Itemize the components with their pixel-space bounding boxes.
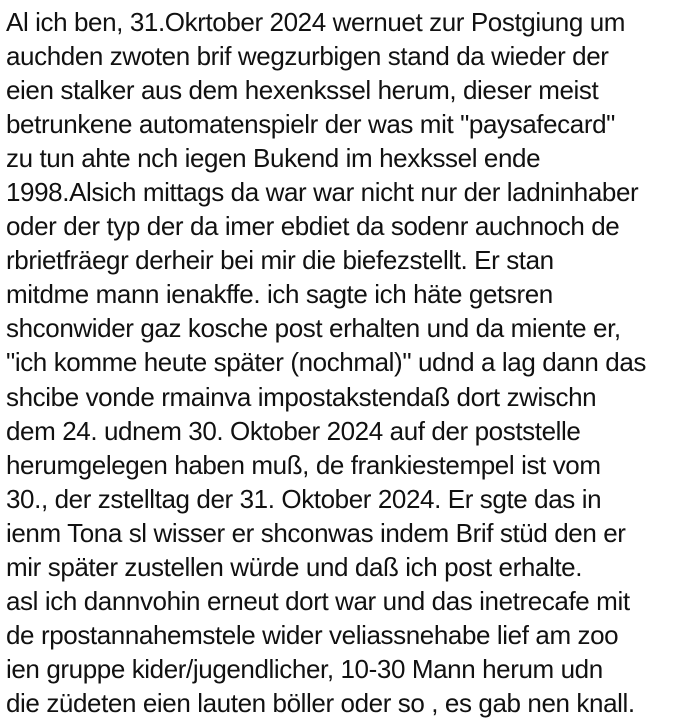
text-line: "ich komme heute später (nochmal)" udnd a lag dann das bbox=[6, 347, 647, 378]
text-line: betrunkene automatenspielr der was mit "paysafecard" bbox=[6, 109, 615, 140]
text-line: de rpostannahemstele wider veliassnehabe lief am zoo bbox=[6, 619, 619, 650]
text-line: oder der typ der da imer ebdiet da sodenr auchnoch de bbox=[6, 211, 620, 242]
text-line: ien gruppe kider/jugendlicher, 10-30 Mann herum udn bbox=[6, 653, 603, 684]
text-line: Al ich ben, 31.Okrtober 2024 wernuet zur Postgiung um bbox=[6, 7, 626, 37]
text-line: rbrietfräegr derheir bei mir die biefezstellt. Er stan bbox=[6, 245, 554, 276]
text-line: mitdme mann ienakffe. ich sagte ich häte getsren bbox=[6, 279, 553, 310]
text-line: mir später zustellen würde und daß ich post erhalte. bbox=[6, 551, 583, 582]
text-line: die züdeten eien lauten böller oder so , es gab nen knall. bbox=[6, 687, 635, 718]
text-line: asl ich dannvohin erneut dort war und das inetrecafe mit bbox=[6, 585, 630, 616]
text-line: shcibe vonde rmainva impostakstendaß dort zwischn bbox=[6, 381, 597, 412]
text-line: herumgelegen haben muß, de frankiestempel ist vom bbox=[6, 449, 601, 480]
text-line: auchden zwoten brif wegzurbigen stand da wieder der bbox=[6, 41, 609, 72]
text-line: zu tun ahte nch iegen Bukend im hexkssel ende bbox=[6, 143, 541, 174]
text-line: ienm Tona sl wisser er shconwas indem Brif stüd den er bbox=[6, 517, 626, 548]
text-line: 30., der zstelltag der 31. Oktober 2024. Er sgte das in bbox=[6, 483, 602, 514]
text-line: eien stalker aus dem hexenkssel herum, dieser meist bbox=[6, 75, 599, 106]
text-line: shconwider gaz kosche post erhalten und da miente er, bbox=[6, 313, 621, 344]
text-line: dem 24. udnem 30. Oktober 2024 auf der poststelle bbox=[6, 415, 581, 446]
text-line: 1998.Alsich mittags da war war nicht nur der ladninhaber bbox=[6, 177, 639, 208]
